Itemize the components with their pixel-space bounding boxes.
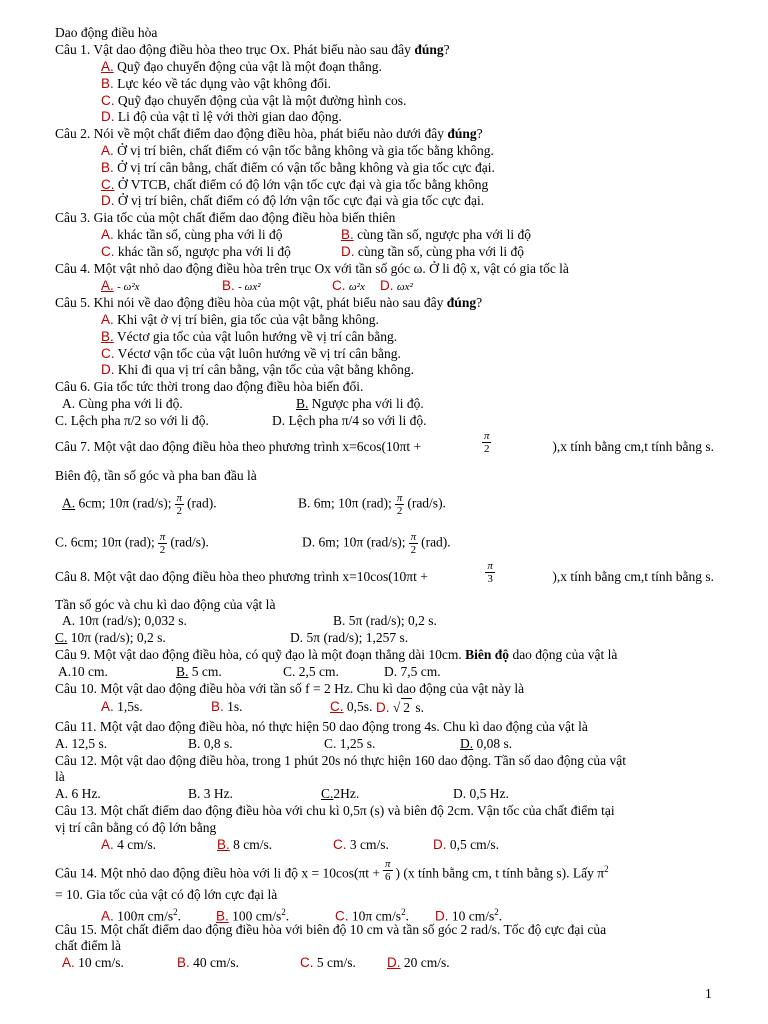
q5-option-b: B. Véctơ gia tốc của vật luôn hướng về vị trí cân bằng.	[101, 329, 398, 344]
q2-option-b: B. Ở vị trí cân bằng, chất điểm có vận tốc bằng không và gia tốc cực đại.	[101, 160, 495, 175]
question-7: Câu 7. Một vật dao động điều hòa theo phương trình x=6cos(10πt + $\frac{\pi}{2}$ ),x tính bằng cm,t tính bằng s.	[55, 430, 714, 455]
q12-option-a: A. 6 Hz.	[55, 786, 101, 801]
q11-option-a: A. 12,5 s.	[55, 736, 108, 751]
q10-option-b: B. 1s.	[211, 699, 243, 714]
q14-option-d: D. 10 $cm/s^2$.	[435, 907, 503, 924]
question-11: Câu 11. Một vật dao động điều hòa, nó thực hiện 50 dao động trong 4s. Chu kì dao động của vật là	[55, 719, 588, 734]
question-2: Câu 2. Nói về một chất điểm dao động điều hòa, phát biểu nào dưới đây đúng?	[55, 126, 483, 141]
question-14: Câu 14. Một nhỏ dao động điều hòa với li độ x = 10cos(πt + $\frac{\pi}{6}$ ) (x tính bằng cm, t tính bằng s). Lấy $\pi^2$	[55, 857, 609, 883]
q8-option-b: B. 5π (rad/s); 0,2 s.	[333, 613, 437, 628]
q12-option-c: C.2Hz.	[321, 786, 360, 801]
q5-option-c: C. Véctơ vận tốc của vật luôn hướng về vị trí cân bằng.	[101, 346, 401, 361]
q13-option-a: A. 4 cm/s.	[101, 837, 157, 852]
page-number: 1	[705, 986, 712, 1001]
q7-option-a: A. 6cm; 10π (rad/s); $\frac{\pi}{2}$ (rad).	[62, 492, 217, 517]
question-13-line-2: vị trí cân bằng có độ lớn bằng	[55, 820, 217, 835]
q12-option-b: B. 3 Hz.	[188, 786, 233, 801]
q8-option-a: A. 10π (rad/s); 0,032 s.	[62, 613, 187, 628]
q6-option-a: A. Cùng pha với li độ.	[62, 396, 183, 411]
q10-option-d: D. √ 2 s.	[376, 700, 425, 715]
q4-option-c: C. ω²x	[332, 278, 365, 293]
question-15: Câu 15. Một chất điểm dao động điều hòa với biên độ 10 cm và tần số góc 2 rad/s. Tốc độ cực đại của	[55, 922, 607, 937]
q8-option-d: D. 5π (rad/s); 1,257 s.	[290, 630, 409, 645]
q11-option-d: D. 0,08 s.	[460, 736, 513, 751]
q1-option-c: C. Quỹ đạo chuyển động của vật là một đường hình cos.	[101, 93, 407, 108]
question-14-line-2: = 10. Gia tốc của vật có độ lớn cực đại là	[55, 887, 278, 902]
q8-fraction: $\frac{\pi}{3}$	[487, 560, 493, 585]
q7-option-b: B. 6m; 10π (rad); $\frac{\pi}{2}$ (rad/s).	[298, 492, 446, 517]
q5-option-d: D. Khi đi qua vị trí cân bằng, vận tốc của vật bằng không.	[101, 362, 415, 377]
question-5: Câu 5. Khi nói về dao động điều hòa của một vật, phát biểu nào sau đây đúng?	[55, 295, 483, 310]
q14-option-c: C. 10π $cm/s^2$.	[335, 907, 409, 924]
q10-option-c: C. 0,5s.	[330, 699, 373, 714]
q15-option-c: C. 5 cm/s.	[300, 955, 356, 970]
question-9: Câu 9. Một vật dao động điều hòa, có quỹ đạo là một đoạn thẳng dài 10cm. Biên độ dao động của vật là	[55, 647, 618, 662]
q2-option-d: D. Ở vị trí biên, chất điểm có độ lớn vận tốc cực đại và gia tốc cực đại.	[101, 193, 485, 208]
q14-option-b: B. 100 $cm/s^2$.	[216, 907, 290, 924]
q4-option-b: B. - ωx²	[222, 278, 261, 293]
q15-option-b: B. 40 cm/s.	[177, 955, 239, 970]
q2-option-c: C. Ở VTCB, chất điểm có độ lớn vận tốc cực đại và gia tốc bằng không	[101, 177, 489, 192]
q6-option-c: C. Lệch pha π/2 so với li độ.	[55, 413, 209, 428]
q3-option-a: A. khác tần số, cùng pha với li độ	[101, 227, 283, 242]
q3-option-d: D. cùng tần số, cùng pha với li độ	[341, 244, 524, 259]
question-4: Câu 4. Một vật nhỏ dao động điều hòa trên trục Ox với tần số góc ω. Ở li độ x, vật có gia tốc là	[55, 261, 569, 276]
question-8-line-2: Tần số góc và chu kì dao động của vật là	[55, 597, 276, 612]
q14-option-a: A. 100π $cm/s^2$.	[101, 907, 181, 924]
q1-option-b: B. Lực kéo về tác dụng vào vật không đổi.	[101, 76, 332, 91]
question-1: Câu 1. Vật dao động điều hòa theo trục Ox. Phát biểu nào sau đây đúng?	[55, 42, 450, 57]
q7-option-c: C. 6cm; 10π (rad); $\frac{\pi}{2}$ (rad/s).	[55, 531, 209, 556]
q9-option-c: C. 2,5 cm.	[283, 664, 339, 679]
question-15-line-2: chất điểm là	[55, 938, 121, 953]
q8-option-c: C. 10π (rad/s); 0,2 s.	[55, 630, 166, 645]
q9-option-b: B. 5 cm.	[176, 664, 222, 679]
question-3: Câu 3. Gia tốc của một chất điểm dao động điều hòa biến thiên	[55, 210, 396, 225]
question-8: Câu 8. Một vật dao động điều hòa theo phương trình x=10cos(10πt + $\frac{\pi}{3}$ ),x tính bằng cm,t tính bằng s.	[55, 560, 714, 585]
q7-option-d: D. 6m; 10π (rad/s); $\frac{\pi}{2}$ (rad).	[302, 531, 451, 556]
q13-option-d: D. 0,5 cm/s.	[433, 837, 499, 852]
q7-fraction: $\frac{\pi}{2}$	[483, 430, 490, 455]
q1-option-d: D. Li độ của vật tỉ lệ với thời gian dao động.	[101, 109, 342, 124]
q10-option-a: A. 1,5s.	[101, 699, 143, 714]
question-6: Câu 6. Gia tốc tức thời trong dao động điều hòa biến đổi.	[55, 379, 364, 394]
q11-option-c: C. 1,25 s.	[324, 736, 376, 751]
q15-option-d: D. 20 cm/s.	[387, 955, 450, 970]
doc-title: Dao động điều hòa	[55, 25, 158, 40]
q11-option-b: B. 0,8 s.	[188, 736, 233, 751]
q5-option-a: A. Khi vật ở vị trí biên, gia tốc của vật bằng không.	[101, 312, 379, 327]
q12-option-d: D. 0,5 Hz.	[453, 786, 509, 801]
q9-option-a: A.10 cm.	[58, 664, 108, 679]
question-7-line-2: Biên độ, tần số góc và pha ban đầu là	[55, 468, 257, 483]
q15-option-a: A. 10 cm/s.	[62, 955, 124, 970]
q2-option-a: A. Ở vị trí biên, chất điểm có vận tốc bằng không và gia tốc bằng không.	[101, 143, 494, 158]
q3-option-b: B. cùng tần số, ngược pha với li độ	[341, 227, 531, 242]
question-13: Câu 13. Một chất điểm dao động điều hòa với chu kì 0,5π (s) và biên độ 2cm. Vận tốc của chất điểm tại	[55, 803, 615, 818]
q6-option-b: B. Ngược pha với li độ.	[296, 396, 424, 411]
q4-option-d: D. ωx²	[380, 278, 413, 293]
q13-option-c: C. 3 cm/s.	[333, 837, 389, 852]
question-12: Câu 12. Một vật dao động điều hòa, trong 1 phút 20s nó thực hiện 160 dao động. Tần số dao động của vật	[55, 753, 626, 768]
q3-option-c: C. khác tần số, ngược pha với li độ	[101, 244, 291, 259]
q4-option-a: A. - ω²x	[101, 278, 140, 293]
q6-option-d: D. Lệch pha π/4 so với li độ.	[272, 413, 427, 428]
question-10: Câu 10. Một vật dao động điều hòa với tần số f = 2 Hz. Chu kì dao động của vật này là	[55, 681, 525, 696]
question-12-line-2: là	[55, 769, 65, 784]
q13-option-b: B. 8 cm/s.	[217, 837, 273, 852]
q1-option-a: A. Quỹ đạo chuyển động của vật là một đoạn thẳng.	[101, 59, 382, 74]
q9-option-d: D. 7,5 cm.	[384, 664, 441, 679]
